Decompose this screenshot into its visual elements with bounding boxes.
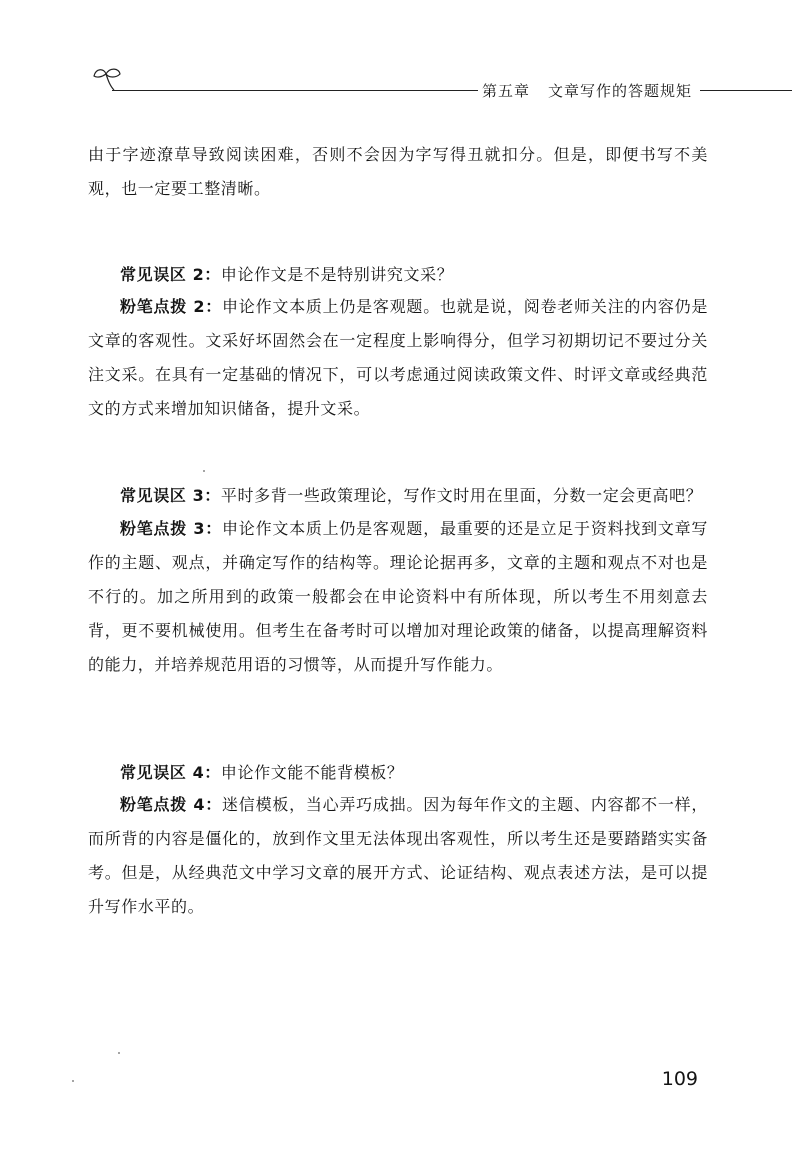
- chapter-label: 第五章: [482, 81, 531, 100]
- scan-speck: [118, 1052, 120, 1054]
- running-header: [482, 79, 696, 101]
- header-rule-right: [700, 90, 792, 91]
- misconception-text: 申论作文能不能背模板？: [220, 763, 404, 782]
- tip-answer: [88, 290, 708, 426]
- leaf-ornament-icon: [90, 64, 130, 92]
- misconception-question: [88, 756, 708, 790]
- misconception-label: 常见误区 4：: [120, 763, 221, 782]
- tip-label: 粉笔点拨 4：: [120, 795, 223, 814]
- tip-text: 申论作文本质上仍是客观题，最重要的还是立足于资料找到文章写作的主题、观点，并确定写作的结构等。理论论据再多，文章的主题和观点不对也是不行的。加之所用到的政策一般都会在申论资料中有所体现，所以考生不用刻意去背，更不要机械使用。但考生在备考时可以增加对理论政策的储备，以提高理解资料的能力，并培养规范用语的习惯等，从而提升写作能力。: [88, 519, 708, 674]
- tip-answer: [88, 788, 708, 924]
- tip-text: 迷信模板，当心弄巧成拙。因为每年作文的主题、内容都不一样，而所背的内容是僵化的，放到作文里无法体现出客观性，所以考生还是要踏踏实实备考。但是，从经典范文中学习文章的展开方式、论证结构、观点表述方法，是可以提升写作水平的。: [88, 795, 708, 916]
- tip-label: 粉笔点拨 3：: [120, 519, 223, 538]
- paragraph-text: 由于字迹潦草导致阅读困难，否则不会因为字写得丑就扣分。但是，即便书写不美观，也一定要工整清晰。: [88, 145, 708, 198]
- tip-text: 申论作文本质上仍是客观题。也就是说，阅卷老师关注的内容仍是文章的客观性。文采好坏固然会在一定程度上影响得分，但学习初期切记不要过分关注文采。在具有一定基础的情况下，可以考虑通过阅读政策文件、时评文章或经典范文的方式来增加知识储备，提升文采。: [88, 297, 708, 418]
- chapter-title: 文章写作的答题规矩: [548, 81, 693, 100]
- paragraph: [88, 138, 708, 206]
- misconception-label: 常见误区 2：: [120, 265, 221, 284]
- tip-answer: [88, 512, 708, 682]
- header-rule-left: [112, 90, 478, 91]
- tip-label: 粉笔点拨 2：: [120, 297, 223, 316]
- misconception-text: 申论作文是不是特别讲究文采？: [220, 265, 454, 284]
- scan-speck: [72, 1080, 74, 1082]
- misconception-question: [88, 479, 708, 513]
- misconception-label: 常见误区 3：: [120, 486, 221, 505]
- scan-speck: [203, 470, 205, 472]
- misconception-text: 平时多背一些政策理论，写作文时用在里面，分数一定会更高吧？: [220, 486, 703, 505]
- misconception-question: [88, 258, 708, 292]
- page-number: 109: [661, 1068, 698, 1090]
